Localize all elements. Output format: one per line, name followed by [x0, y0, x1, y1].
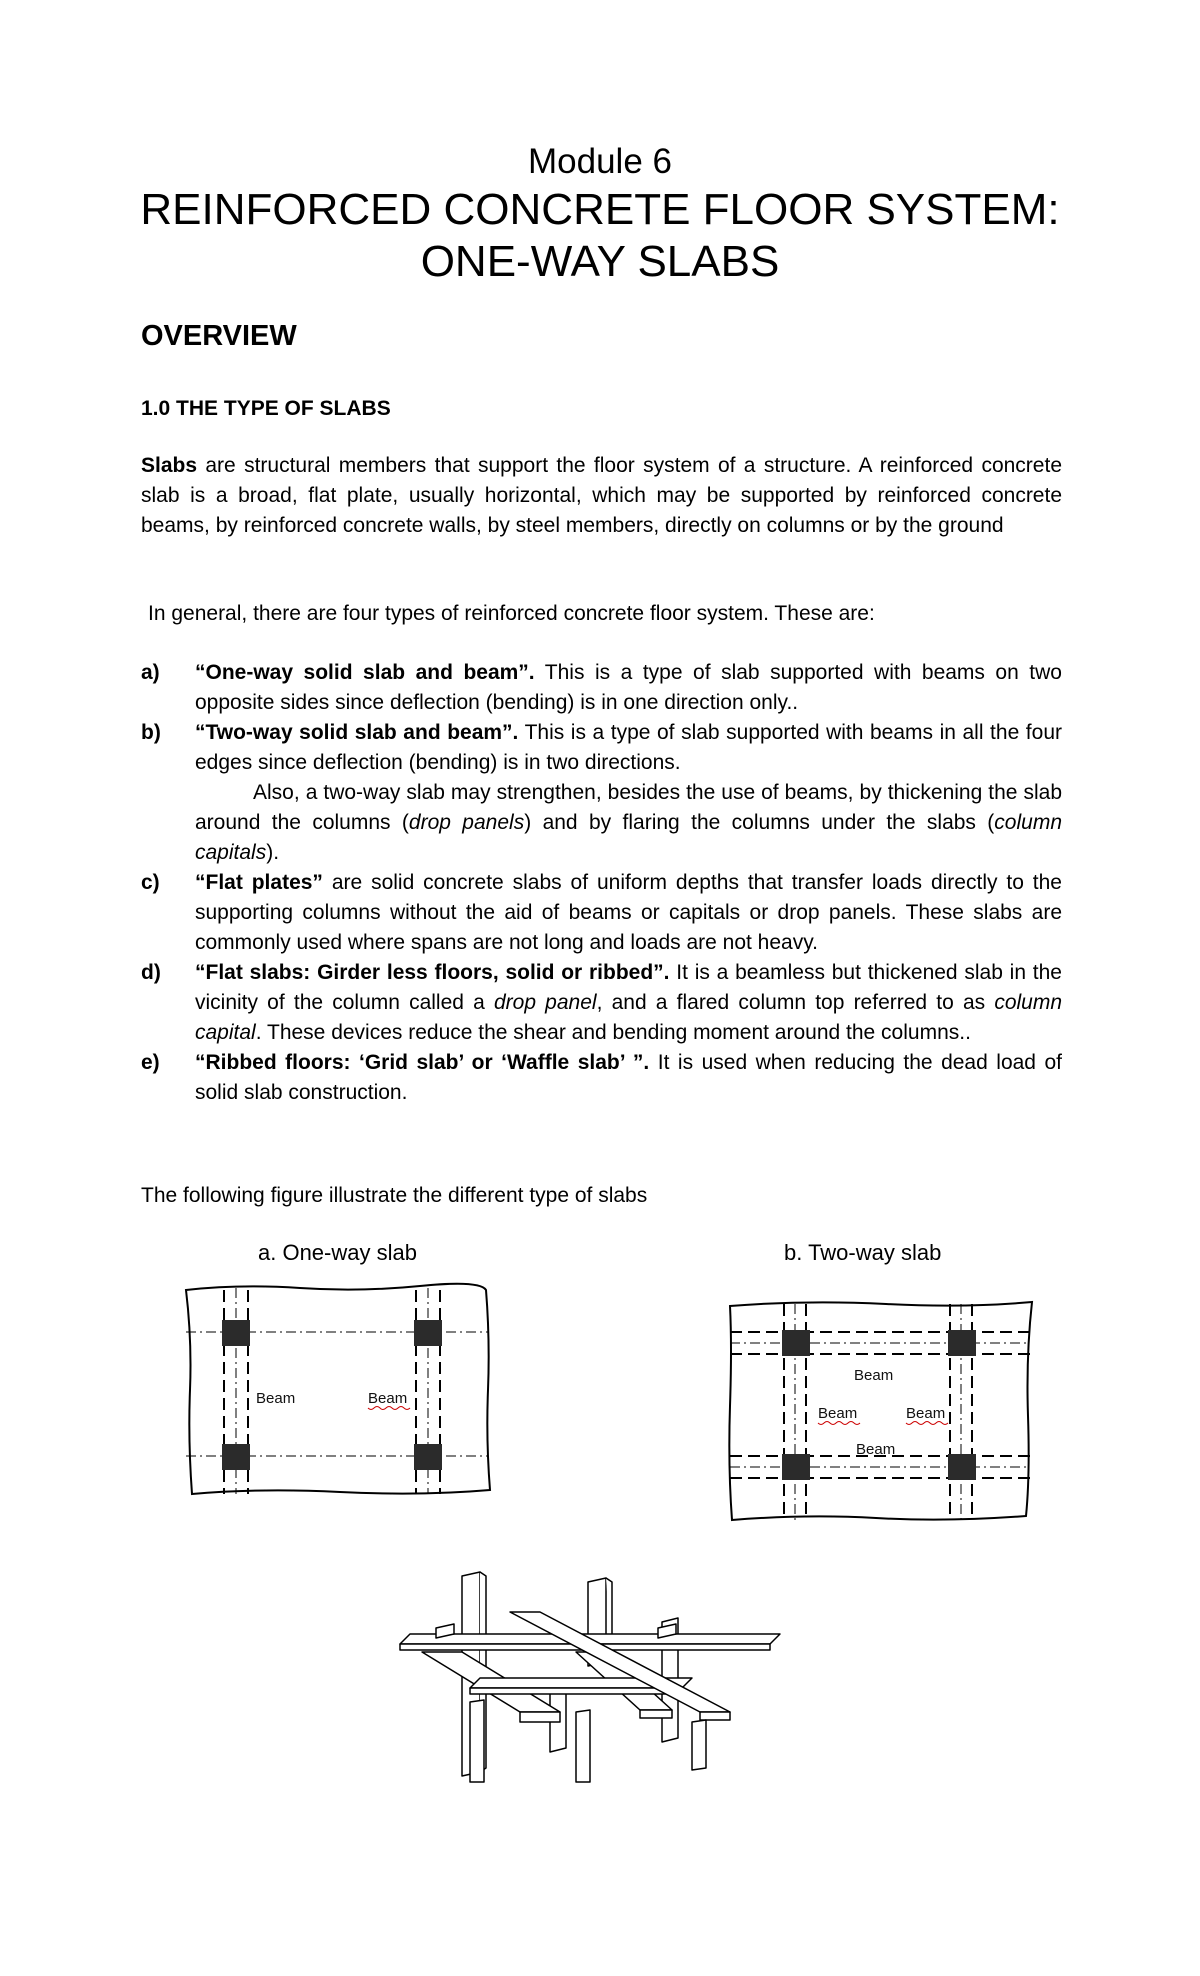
- beam-label: Beam: [856, 1441, 896, 1458]
- list-item: [141, 1048, 1062, 1108]
- module-number: Module 6: [528, 142, 672, 181]
- column-icon: [222, 1320, 250, 1346]
- page-title: [0, 184, 1200, 288]
- column-icon: [948, 1454, 976, 1480]
- list-item: [141, 658, 1062, 718]
- list-marker: d): [141, 961, 161, 984]
- general-paragraph: In general, there are four types of reinforced concrete floor system. These are:: [148, 602, 875, 625]
- extra-text: ) and by flaring the columns under the slabs (: [524, 811, 995, 834]
- column-capital-term: column capital: [195, 991, 1063, 1044]
- one-way-slab-diagram: [180, 1280, 500, 1520]
- list-item-text: It is a beamless but thickened slab in the vicinity of the column called a: [195, 961, 1062, 1014]
- beam-label: Beam: [256, 1390, 296, 1407]
- drop-panel-term: drop panel: [493, 991, 597, 1014]
- list-item-text: This is a type of slab supported with beams on two opposite sides since deflection (bending) is in one direction only..: [195, 661, 1062, 714]
- extra-text: ).: [266, 841, 280, 864]
- list-marker: c): [141, 871, 160, 894]
- title-line-1: REINFORCED CONCRETE FLOOR SYSTEM:: [140, 185, 1060, 234]
- list-item-text: , and a flared column top referred to as: [596, 991, 995, 1014]
- section-heading: 1.0 THE TYPE OF SLABS: [141, 397, 391, 420]
- list-item: [141, 868, 1062, 958]
- beam-label: Beam: [854, 1367, 894, 1384]
- intro-bold-term: Slabs: [141, 454, 198, 477]
- beam-label: Beam: [368, 1390, 408, 1407]
- column-icon: [414, 1320, 442, 1346]
- list-item-extra: [195, 778, 1062, 868]
- two-way-slab-diagram: [726, 1296, 1046, 1546]
- drop-panels-term: drop panels: [408, 811, 525, 834]
- title-line-2: ONE-WAY SLABS: [420, 237, 780, 286]
- list-marker: a): [141, 661, 160, 684]
- list-item: [141, 718, 1062, 868]
- column-icon: [782, 1454, 810, 1480]
- figure-caption: The following figure illustrate the different type of slabs: [141, 1184, 648, 1207]
- beam-label: Beam: [906, 1405, 946, 1422]
- list-item-title: “Flat slabs: Girder less floors, solid or ribbed”.: [195, 961, 670, 984]
- figure-label-one-way: a. One-way slab: [258, 1240, 417, 1265]
- list-item-text: are solid concrete slabs of uniform depths that transfer loads directly to the supporting columns without the aid of beams or capitals or drop panels. These slabs are commonly used where spans are not long and loads are not heavy.: [195, 871, 1062, 954]
- column-icon: [414, 1444, 442, 1470]
- column-icon: [222, 1444, 250, 1470]
- list-item-text: . These devices reduce the shear and bending moment around the columns..: [255, 1021, 971, 1044]
- list-item-text: It is used when reducing the dead load of solid slab construction.: [195, 1051, 1062, 1104]
- column-icon: [782, 1330, 810, 1356]
- list-item-text: This is a type of slab supported with beams in all the four edges since deflection (bending) is in two directions.: [195, 721, 1062, 774]
- column-icons: [222, 1320, 442, 1470]
- column-icon: [948, 1330, 976, 1356]
- list-marker: b): [141, 721, 161, 744]
- list-item-title: “One-way solid slab and beam”.: [195, 661, 535, 684]
- list-item: [141, 958, 1062, 1048]
- slab-types-list: [141, 658, 1062, 1108]
- list-item-title: “Ribbed floors: ‘Grid slab’ or ‘Waffle slab’ ”.: [195, 1051, 650, 1074]
- figure-label-two-way: b. Two-way slab: [784, 1240, 942, 1265]
- list-marker: e): [141, 1051, 160, 1074]
- intro-text: are structural members that support the floor system of a structure. A reinforced concrete slab is a broad, flat plate, usually horizontal, which may be supported by reinforced concrete beams, by reinforced concrete walls, by steel members, directly on columns or by the ground: [141, 454, 1062, 537]
- extra-text: Also, a two-way slab may strengthen, besides the use of beams, by thickening the slab around the columns (: [195, 781, 1062, 834]
- beam-label: Beam: [818, 1405, 858, 1422]
- intro-paragraph: [141, 451, 1062, 541]
- list-item-title: “Two-way solid slab and beam”.: [195, 721, 519, 744]
- column-capitals-term: column capitals: [195, 811, 1062, 864]
- slab-beam-framing-sketch: [400, 1572, 780, 1782]
- list-item-title: “Flat plates”: [195, 871, 323, 894]
- overview-heading: OVERVIEW: [141, 320, 297, 352]
